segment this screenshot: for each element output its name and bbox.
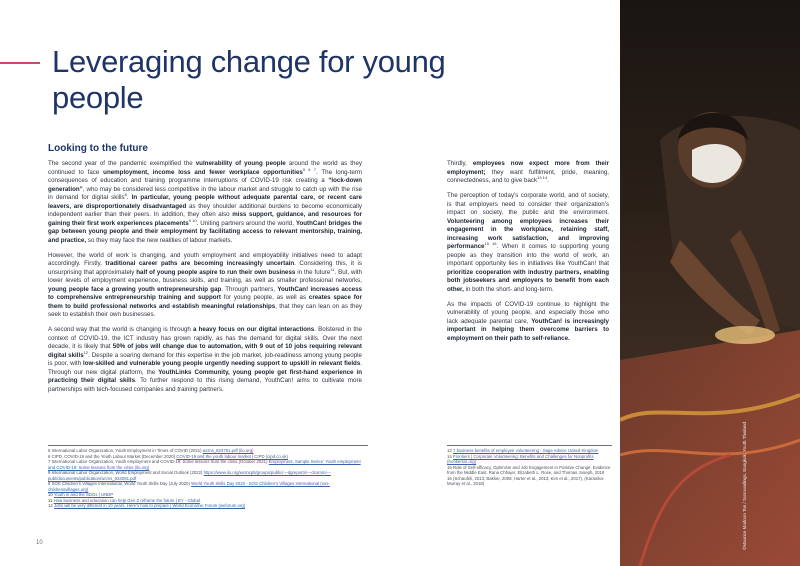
footnotes-left bbox=[48, 448, 368, 509]
footnote-text: 14 bbox=[447, 453, 453, 459]
footnote-divider-left bbox=[48, 445, 368, 446]
body-text: The second year of the pandemic exemplified the bbox=[48, 160, 196, 167]
footnote bbox=[48, 481, 368, 492]
footnote-ref: 8 bbox=[124, 191, 127, 197]
accent-line bbox=[0, 62, 40, 64]
body-text: A second way that the world is changing is through bbox=[48, 326, 194, 333]
footnote-link[interactable]: World Youth Skills Day 2020 - SOS Children’s Villages International (sos-childrensvillages.org) bbox=[48, 481, 330, 492]
emphasis-text: miss support, guidance, and resources for gaining their first work experiences placements bbox=[48, 211, 363, 227]
footnote-text: 13 bbox=[447, 448, 453, 453]
body-text: around the world as they continued to face bbox=[48, 160, 362, 176]
footnote-link[interactable]: Employment, Sample Series: Youth employment and COVID-19: Some lessons from the crisis (ilo.org) bbox=[48, 459, 361, 470]
body-text: , that they can lean on as they seek to establish their own businesses. bbox=[48, 302, 362, 318]
emphasis-text: YouthCan! increases access to comprehensive entrepreneurship training and support bbox=[48, 285, 362, 301]
page-number: 10 bbox=[36, 540, 43, 546]
emphasis-text: creates space for them to build professional networks and establish meaningful relationships bbox=[48, 294, 362, 310]
emphasis-text: young people face a growing youth entrepreneurship gap bbox=[48, 285, 222, 293]
body-text: The perception of today’s corporate world, and of society, is that employers need to consider their organization’s impact on society, the public and the environment. bbox=[447, 192, 609, 216]
body-text: Thirdly, bbox=[447, 160, 473, 167]
body-text: . Considering this, it is unsurprising that approximately bbox=[48, 260, 362, 276]
emphasis-text: vulnerability of young people bbox=[195, 160, 286, 167]
left-paragraph-2 bbox=[48, 252, 362, 320]
left-column-body bbox=[48, 160, 362, 401]
emphasis-text: low-skilled and vulnerable young people urgently needing support to upskill in relevant fields bbox=[83, 360, 361, 367]
body-text: . bbox=[126, 194, 132, 201]
footnote-ref: 13 14 bbox=[537, 174, 548, 180]
emphasis-text: employees now expect more from their employment; bbox=[447, 160, 609, 176]
body-text: . Despite a soaring demand for this expertise in the job market, job-readiness among young people is poor, with bbox=[48, 351, 362, 367]
emphasis-text: In particular, young people without adequate parental care, or recent care leavers, are disproportionately disadvantaged bbox=[48, 194, 362, 210]
footnote-text: 15 Role of Self-efficacy, Optimism and Job Engagement in Positive Change: Evidence from the Middle East. Rana Chhajer, Elizabeth L. Rose, and Thomas Joseph, 2018 bbox=[447, 464, 611, 475]
right-paragraph-2 bbox=[447, 192, 609, 294]
footnote bbox=[48, 503, 368, 509]
emphasis-text: YouthLinks Community, young people get first-hand experience in practicing their digital skills bbox=[48, 368, 362, 384]
footnote-link[interactable]: https://www.ilo.org/wcmsp5/groups/public/---dgreports/---dcomm/---publ/documents/publication/wcms_834081.pdf bbox=[48, 470, 331, 481]
footnote-text: 5 International Labor Organization, Youth Employment in Times of COVID (2021) bbox=[48, 448, 203, 453]
emphasis-text: “lock-down generation” bbox=[48, 177, 362, 193]
emphasis-text: prioritize cooperation with industry partners, enabling both jobseekers and employers to benefit from each other, bbox=[447, 268, 609, 293]
footnote-ref: 5 6 7 bbox=[302, 166, 316, 172]
right-paragraph-1 bbox=[447, 160, 609, 186]
body-text: . But, with lower levels of employment experience, business skills, and training, as well as smaller professional networks, bbox=[48, 268, 363, 284]
footnote-text: 6 CIPD, COVID-19 and the Youth Labour Market (December 2020) bbox=[48, 453, 177, 459]
footnote bbox=[48, 459, 368, 470]
footnote-divider-right bbox=[447, 445, 612, 446]
emphasis-text: traditional career paths are becoming increasingly uncertain bbox=[105, 260, 295, 267]
body-text: they want fulfilment, pride, meaning, connectedness, and to give back bbox=[447, 168, 609, 184]
footnote-link[interactable]: Frontiers | Corporate Volunteering: Benefits and Challenges for Nonprofits (frontiersin.org) bbox=[447, 453, 594, 464]
emphasis-text: a heavy focus on our digital interactions bbox=[193, 326, 315, 333]
body-text: . Uniting partners around the world, bbox=[196, 219, 296, 227]
page-title: Leveraging change for young people bbox=[52, 44, 446, 115]
footnote bbox=[447, 454, 612, 465]
emphasis-text: Volunteering among employees increases their engagement in the workplace, retaining staff, increasing work satisfaction, and improving performance bbox=[447, 217, 609, 250]
footnote-text: 12 bbox=[48, 503, 54, 508]
footnote-link[interactable]: COVID-19 and the youth labour market | CIPD (cipd.co.uk) bbox=[176, 453, 288, 459]
section-heading: Looking to the future bbox=[48, 143, 148, 154]
footnote-link[interactable]: wcms_823751.pdf (ilo.org) bbox=[202, 448, 254, 453]
footnote-text: 9 SOS Children’s Villages International, World Youth Skills Day (July 2020) bbox=[48, 481, 192, 486]
footnote-text: 11 bbox=[48, 497, 54, 503]
body-text: However, the world of work is changing, and youth employment and employability initiatives need to adapt accordingly. Firstly, bbox=[48, 251, 362, 267]
body-text: as they shoulder additional burdens to become economically independent earlier than their peers. In addition, they often also bbox=[48, 202, 362, 218]
body-text: . Through partners, bbox=[221, 285, 278, 293]
emphasis-text: YouthCan! bridges the gap between young people and their employment by facilitating access to relevant mentorship, training, and practice, bbox=[48, 219, 362, 244]
photo-credit: ©Maurice Madoon Tan / Surroundings, Bangkok, Youth Thailand bbox=[742, 422, 747, 550]
body-text: so they may face the new realities of labour markets. bbox=[86, 236, 233, 244]
body-text: in the future bbox=[295, 268, 331, 276]
body-text: in both the short- and long-term. bbox=[463, 285, 554, 293]
footnote-text: 8 International Labor Organization, World Employment and Social Outlook (2022) bbox=[48, 470, 204, 475]
emphasis-text: 50% of jobs will change due to automation, with 9 out of 10 jobs requiring relevant digital skills bbox=[48, 343, 362, 359]
footnote-ref: 9 10 bbox=[188, 217, 197, 223]
body-text: . To further respond to this rising demand, YouthCan! aims to cultivate more partnerships with tech-focused companies and training partners. bbox=[48, 377, 362, 393]
body-text: . Bolstered in the context of COVID-19, the ICT industry has grown rapidly, as has the demand for digital skills. Over the next decade, it is likely that bbox=[48, 326, 363, 350]
footnote bbox=[447, 476, 612, 487]
footnote-ref: 11 bbox=[330, 266, 335, 272]
footnote-link[interactable]: How business and education can help Gen Z reframe the future | EY - Global bbox=[53, 497, 200, 503]
footnote bbox=[447, 465, 612, 476]
body-text: , who may be considered less competitive in the labour market and struggle to catch up with the rise in demand for digital skills bbox=[48, 185, 362, 201]
footnotes-right bbox=[447, 448, 612, 487]
left-paragraph-1 bbox=[48, 160, 362, 245]
footnote-text: 16 (Schaufeli, 2013; Bakker, 2008; Harter et al., 2013; Kim et al., 2017), (Karanika-Murray et al., 2018) bbox=[447, 475, 605, 486]
left-paragraph-3 bbox=[48, 326, 362, 394]
body-text: . When it comes to supporting young people as they transition into the world of work, an important opportunity lies in initiatives like YouthCan! that bbox=[447, 243, 609, 267]
footnote-ref: 15 16 bbox=[484, 240, 497, 246]
emphasis-text: unemployment, income loss and fewer workplace opportunities bbox=[103, 168, 303, 176]
footnote-link[interactable]: Jobs will be very different in 10 years. Here’s how to prepare | World Economic Forum (weforum.org) bbox=[53, 503, 246, 508]
right-paragraph-3 bbox=[447, 301, 609, 344]
emphasis-text: half of young people aspire to run their own business bbox=[136, 268, 296, 276]
body-text: . The long-term consequences of education and training programme interruptions of COVID-19 risk creating a bbox=[48, 168, 362, 184]
body-text: As the impacts of COVID-19 continue to highlight the vulnerability of young people, and especially those who lack adequate parental care, bbox=[447, 300, 609, 325]
body-text: . bbox=[547, 177, 549, 184]
footnote-text: 10 bbox=[48, 492, 54, 497]
photo-young-worker bbox=[620, 0, 800, 566]
footnote-link[interactable]: 7 business benefits of employee volunteering - Sage Advice United Kingdom bbox=[452, 448, 599, 453]
emphasis-text: YouthCan! is increasingly important in helping them overcome barriers to employment on their path to self-reliance. bbox=[447, 317, 609, 342]
body-text: for young people, as well as bbox=[220, 294, 309, 301]
footnote-link[interactable]: Youth in and the SDGs | UNDP bbox=[53, 492, 114, 497]
right-column-body bbox=[447, 160, 609, 350]
footnote-text: 7 International Labor Organization, Youth employment and COVID-19: Some lessons from the crisis (October 2021) bbox=[48, 459, 269, 464]
footnote bbox=[48, 470, 368, 481]
body-text: . Through our new digital platform, the bbox=[48, 360, 363, 376]
footnote-ref: 12 bbox=[83, 349, 89, 355]
